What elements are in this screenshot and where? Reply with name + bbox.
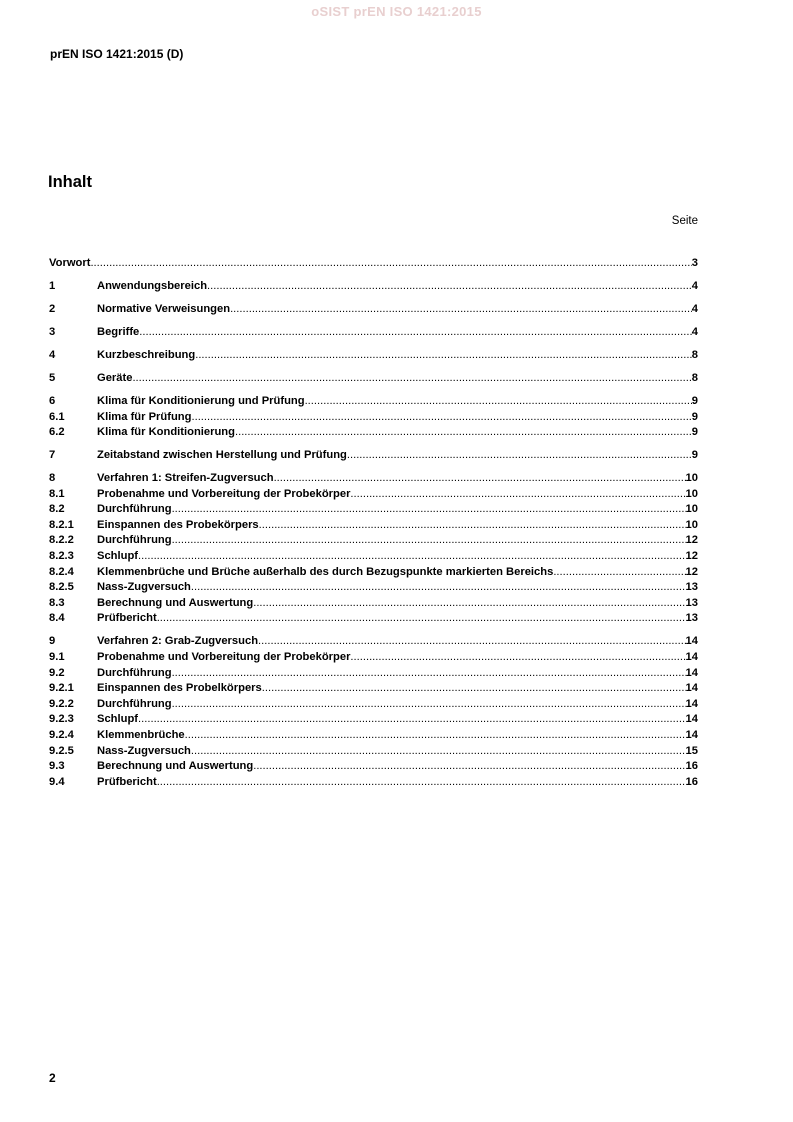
document-header: prEN ISO 1421:2015 (D)	[50, 47, 184, 61]
toc-leader-dots	[172, 697, 686, 713]
toc-entry[interactable]	[49, 611, 698, 627]
toc-entry-page: 10	[685, 518, 698, 531]
toc-entry-title: Durchführung	[97, 697, 172, 710]
toc-entry-title: Nass-Zugversuch	[97, 581, 191, 594]
toc-entry-title: Klima für Konditionierung	[97, 426, 235, 439]
toc-entry-number: 8.1	[49, 487, 65, 500]
toc-leader-dots	[553, 565, 685, 581]
toc-entry-title: Begriffe	[97, 325, 140, 338]
toc-entry-title: Klemmenbrüche	[97, 728, 185, 741]
toc-entry-title: Verfahren 1: Streifen-Zugversuch	[97, 472, 274, 485]
toc-entry-title: Prüfbericht	[97, 775, 157, 788]
toc-entry-number: 8.2	[49, 503, 65, 516]
toc-entry-page: 8	[691, 348, 698, 361]
toc-entry-title: Schlupf	[97, 550, 139, 563]
toc-entry[interactable]	[49, 712, 698, 728]
toc-entry-page: 14	[685, 728, 698, 741]
toc-entry[interactable]	[49, 518, 698, 534]
toc-entry[interactable]	[49, 348, 698, 364]
toc-entry[interactable]	[49, 487, 698, 503]
toc-entry-title: Geräte	[97, 371, 133, 384]
toc-entry[interactable]	[49, 775, 698, 791]
toc-entry[interactable]	[49, 549, 698, 565]
toc-entry-number: 1	[49, 279, 56, 292]
toc-entry-page: 10	[685, 487, 698, 500]
toc-entry-number: 8	[49, 472, 56, 485]
toc-leader-dots	[350, 487, 685, 503]
toc-entry-number: 6.1	[49, 410, 65, 423]
toc-entry-page: 9	[691, 410, 698, 423]
toc-entry-title: Berechnung und Auswertung	[97, 760, 254, 773]
toc-entry-number: 8.2.4	[49, 565, 74, 578]
toc-entry[interactable]	[49, 666, 698, 682]
toc-leader-dots	[207, 279, 692, 295]
toc-group	[49, 279, 698, 295]
table-of-contents	[49, 256, 698, 798]
toc-entry-page: 16	[685, 760, 698, 773]
toc-group	[49, 256, 698, 272]
toc-entry-number: 9.1	[49, 650, 65, 663]
toc-leader-dots	[191, 410, 691, 426]
toc-entry[interactable]	[49, 394, 698, 410]
toc-entry-number: 9	[49, 635, 56, 648]
toc-entry-number: 8.4	[49, 612, 65, 625]
toc-entry-number: 6	[49, 394, 56, 407]
toc-entry[interactable]	[49, 565, 698, 581]
toc-entry-page: 10	[685, 472, 698, 485]
toc-entry-title: Vorwort	[49, 257, 91, 269]
toc-entry-number: 4	[49, 348, 56, 361]
toc-entry[interactable]	[49, 371, 698, 387]
toc-entry-number: 9.2.3	[49, 713, 74, 726]
toc-entry-page: 4	[691, 279, 698, 292]
toc-group	[49, 371, 698, 387]
toc-entry-page: 8	[691, 371, 698, 384]
toc-entry-page: 9	[691, 426, 698, 439]
toc-entry-title: Einspannen des Probelkörpers	[97, 682, 262, 695]
toc-leader-dots	[172, 533, 686, 549]
toc-entry[interactable]	[49, 728, 698, 744]
toc-entry-number: 8.2.5	[49, 581, 74, 594]
toc-entry-title: Durchführung	[97, 666, 172, 679]
toc-group	[49, 471, 698, 627]
toc-entry[interactable]	[49, 596, 698, 612]
toc-entry-number: 9.2	[49, 666, 65, 679]
toc-entry-title: Klima für Prüfung	[97, 410, 192, 423]
toc-group	[49, 348, 698, 364]
toc-entry-number: 9.2.1	[49, 682, 74, 695]
toc-group	[49, 325, 698, 341]
toc-entry[interactable]	[49, 302, 698, 318]
toc-entry-title: Schlupf	[97, 713, 139, 726]
toc-entry[interactable]	[49, 634, 698, 650]
toc-entry-page: 10	[685, 503, 698, 516]
toc-entry-page: 3	[691, 257, 698, 269]
toc-leader-dots	[195, 348, 692, 364]
toc-entry-title: Klemmenbrüche und Brüche außerhalb des durch Bezugspunkte markierten Bereichs	[97, 565, 554, 578]
toc-entry-page: 9	[691, 449, 698, 462]
toc-entry-page: 4	[691, 325, 698, 338]
toc-entry-number: 7	[49, 449, 56, 462]
toc-entry-page: 14	[685, 650, 698, 663]
toc-entry-title: Klima für Konditionierung und Prüfung	[97, 394, 305, 407]
toc-leader-dots	[253, 759, 685, 775]
toc-entry-number: 9.3	[49, 760, 65, 773]
toc-entry[interactable]	[49, 681, 698, 697]
toc-entry[interactable]	[49, 580, 698, 596]
toc-leader-dots	[139, 325, 691, 341]
toc-entry-number: 8.3	[49, 596, 65, 609]
toc-entry[interactable]	[49, 471, 698, 487]
toc-leader-dots	[172, 502, 686, 518]
toc-leader-dots	[172, 666, 686, 682]
toc-entry-title: Anwendungsbereich	[97, 279, 208, 292]
toc-entry[interactable]	[49, 425, 698, 441]
toc-leader-dots	[132, 371, 691, 387]
toc-entry[interactable]	[49, 697, 698, 713]
toc-leader-dots	[258, 634, 686, 650]
toc-entry-page: 13	[685, 581, 698, 594]
toc-entry-page: 13	[685, 612, 698, 625]
toc-leader-dots	[90, 256, 691, 272]
toc-entry-title: Normative Verweisungen	[97, 302, 231, 315]
page-column-label: Seite	[671, 215, 698, 227]
toc-leader-dots	[235, 425, 692, 441]
toc-entry-page: 9	[691, 394, 698, 407]
toc-leader-dots	[191, 744, 686, 760]
toc-entry-title: Prüfbericht	[97, 612, 157, 625]
toc-entry-page: 14	[685, 635, 698, 648]
toc-entry[interactable]	[49, 744, 698, 760]
toc-entry[interactable]	[49, 759, 698, 775]
toc-entry-number: 6.2	[49, 426, 65, 439]
toc-leader-dots	[347, 448, 692, 464]
toc-entry[interactable]	[49, 533, 698, 549]
toc-entry-number: 9.2.5	[49, 744, 74, 757]
toc-entry-number: 9.2.4	[49, 728, 74, 741]
toc-entry-page: 15	[685, 744, 698, 757]
toc-leader-dots	[253, 596, 685, 612]
toc-entry-page: 14	[685, 697, 698, 710]
toc-leader-dots	[259, 518, 686, 534]
toc-leader-dots	[138, 712, 686, 728]
toc-entry-number: 9.4	[49, 775, 65, 788]
toc-entry-title: Nass-Zugversuch	[97, 744, 191, 757]
toc-entry-number: 5	[49, 371, 56, 384]
toc-entry-page: 12	[685, 550, 698, 563]
toc-entry-number: 8.2.1	[49, 518, 74, 531]
toc-entry-title: Einspannen des Probekörpers	[97, 518, 259, 531]
toc-leader-dots	[191, 580, 686, 596]
toc-group	[49, 394, 698, 441]
toc-entry-page: 14	[685, 682, 698, 695]
toc-leader-dots	[157, 611, 686, 627]
toc-entry[interactable]	[49, 279, 698, 295]
toc-entry-number: 2	[49, 302, 56, 315]
toc-entry-page: 4	[691, 302, 698, 315]
watermark: oSIST prEN ISO 1421:2015	[311, 4, 482, 19]
toc-entry-number: 8.2.2	[49, 534, 74, 547]
toc-entry-page: 14	[685, 666, 698, 679]
toc-group	[49, 634, 698, 790]
toc-entry-title: Probenahme und Vorbereitung der Probekörper	[97, 487, 351, 500]
toc-entry[interactable]	[49, 410, 698, 426]
toc-entry-page: 13	[685, 596, 698, 609]
toc-entry-page: 12	[685, 534, 698, 547]
toc-group	[49, 448, 698, 464]
toc-entry-title: Durchführung	[97, 534, 172, 547]
toc-entry-number: 9.2.2	[49, 697, 74, 710]
toc-entry[interactable]	[49, 650, 698, 666]
toc-leader-dots	[138, 549, 686, 565]
toc-leader-dots	[350, 650, 685, 666]
toc-title: Inhalt	[48, 173, 92, 191]
toc-entry[interactable]	[49, 502, 698, 518]
toc-leader-dots	[157, 775, 686, 791]
toc-entry-title: Verfahren 2: Grab-Zugversuch	[97, 635, 259, 648]
toc-entry-page: 12	[685, 565, 698, 578]
toc-leader-dots	[185, 728, 686, 744]
toc-entry[interactable]	[49, 325, 698, 341]
toc-entry-title: Berechnung und Auswertung	[97, 596, 254, 609]
toc-entry-number: 3	[49, 325, 56, 338]
toc-entry[interactable]	[49, 448, 698, 464]
toc-entry-title: Kurzbeschreibung	[97, 348, 196, 361]
toc-entry-title: Probenahme und Vorbereitung der Probekörper	[97, 650, 351, 663]
toc-leader-dots	[305, 394, 692, 410]
toc-entry[interactable]	[49, 256, 698, 272]
page-number: 2	[49, 1071, 56, 1085]
toc-leader-dots	[274, 471, 686, 487]
toc-entry-page: 16	[685, 775, 698, 788]
toc-leader-dots	[262, 681, 686, 697]
toc-entry-number: 8.2.3	[49, 550, 74, 563]
toc-entry-title: Zeitabstand zwischen Herstellung und Prüfung	[97, 449, 347, 462]
toc-entry-page: 14	[685, 713, 698, 726]
toc-entry-title: Durchführung	[97, 503, 172, 516]
toc-leader-dots	[230, 302, 692, 318]
toc-group	[49, 302, 698, 318]
